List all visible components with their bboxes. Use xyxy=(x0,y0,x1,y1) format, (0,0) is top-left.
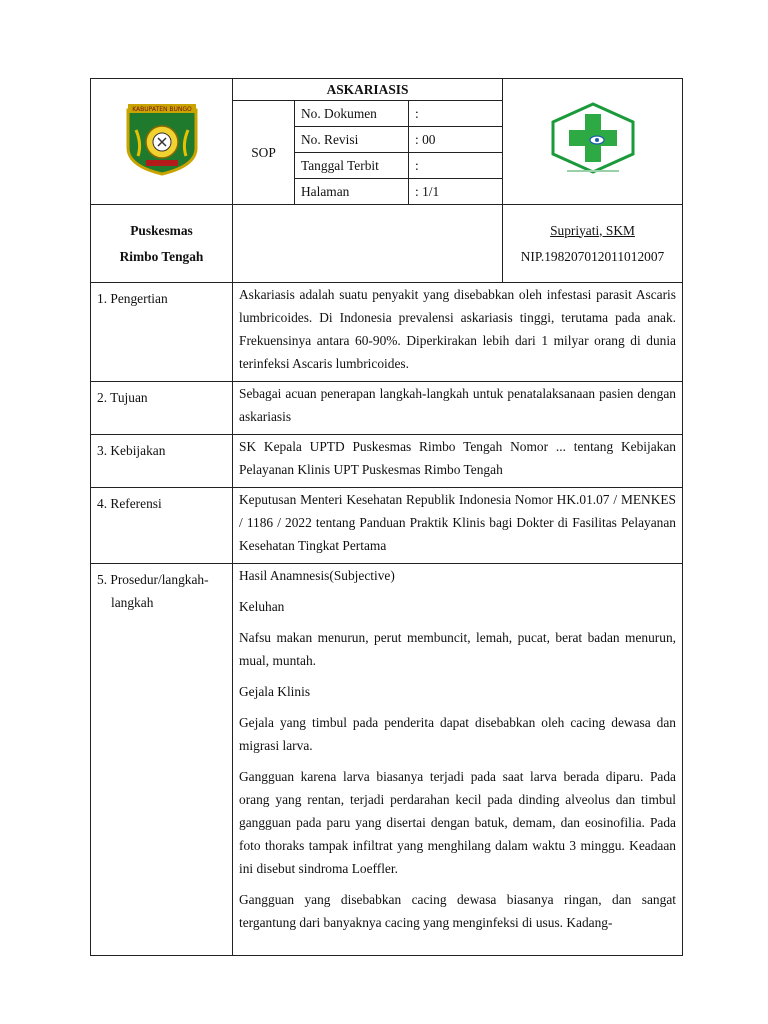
section-text-pengertian: Askariasis adalah suatu penyakit yang disebabkan oleh infestasi parasit Ascaris lumbricoides. Di Indonesia prevalensi askariasis tinggi, terutama pada anak. Frekuensinya antara 60-90%. Diperkirakan lebih dari 1 milyar orang di dunia terinfeksi Ascaris lumbricoides. xyxy=(233,283,683,382)
meta-label-halaman: Halaman xyxy=(295,179,409,205)
org-line1: Puskesmas xyxy=(130,222,193,238)
meta-value-halaman: : 1/1 xyxy=(409,179,503,205)
puskesmas-cross-logo-icon xyxy=(545,100,641,176)
section-label-prosedur: 5. Prosedur/langkah-langkah xyxy=(91,564,233,956)
meta-value-no-revisi: : 00 xyxy=(409,127,503,153)
procedure-paragraph-keluhan: Nafsu makan menurun, perut membuncit, lemah, pucat, berat badan menurun, mual, muntah. xyxy=(239,630,676,668)
organization-name xyxy=(91,205,233,283)
procedure-paragraph-gejala: Gejala yang timbul pada penderita dapat disebabkan oleh cacing dewasa dan migrasi larva. xyxy=(239,715,676,753)
section-label-kebijakan: 3. Kebijakan xyxy=(91,435,233,488)
crest-banner-text: KABUPATEN BUNGO xyxy=(131,106,192,113)
meta-value-no-dokumen: : xyxy=(409,101,503,127)
document-title: ASKARIASIS xyxy=(233,79,503,101)
section-label-pengertian: 1. Pengertian xyxy=(91,283,233,382)
puskesmas-logo-cell xyxy=(503,79,683,205)
meta-value-tanggal-terbit: : xyxy=(409,153,503,179)
section-label-tujuan: 2. Tujuan xyxy=(91,382,233,435)
signer-nip: NIP.198207012011012007 xyxy=(520,248,665,264)
sop-label: SOP xyxy=(233,101,295,205)
section-label-referensi: 4. Referensi xyxy=(91,488,233,564)
signature-space xyxy=(233,205,503,283)
sop-table xyxy=(90,78,683,956)
signer-name: Supriyati, SKM xyxy=(550,222,635,238)
procedure-subheading-keluhan: Keluhan xyxy=(239,599,285,614)
procedure-paragraph-larva: Gangguan karena larva biasanya terjadi pada saat larva berada diparu. Pada orang yang rentan, terjadi perdarahan kecil pada dinding alveolus dan timbul gangguan pada paru yang disertai dengan batuk, demam, dan eosinofilia. Pada foto thoraks tampak infiltrat yang menghilang dalam waktu 3 minggu. Keadaan ini disebut sindroma Loeffler. xyxy=(239,769,676,876)
section-text-referensi: Keputusan Menteri Kesehatan Republik Indonesia Nomor HK.01.07 / MENKES / 1186 / 2022 tentang Panduan Praktik Klinis bagi Dokter di Fasilitas Pelayanan Kesehatan Tingkat Pertama xyxy=(233,488,683,564)
procedure-heading-anamnesis: Hasil Anamnesis(Subjective) xyxy=(239,568,395,583)
signer-block xyxy=(503,205,683,283)
org-line2: Rimbo Tengah xyxy=(119,248,204,264)
section-body-prosedur xyxy=(233,564,683,956)
procedure-subheading-gejala: Gejala Klinis xyxy=(239,684,311,699)
procedure-paragraph-cacing-dewasa: Gangguan yang disebabkan cacing dewasa biasanya ringan, dan sangat tergantung dari banyaknya cacing yang menginfeksi di usus. Kadang- xyxy=(239,892,676,930)
meta-label-no-revisi: No. Revisi xyxy=(295,127,409,153)
sop-document xyxy=(90,78,682,956)
section-text-kebijakan: SK Kepala UPTD Puskesmas Rimbo Tengah Nomor ... tentang Kebijakan Pelayanan Klinis UPT Puskesmas Rimbo Tengah xyxy=(233,435,683,488)
kabupaten-bungo-crest-icon xyxy=(122,100,202,176)
meta-label-tanggal-terbit: Tanggal Terbit xyxy=(295,153,409,179)
meta-label-no-dokumen: No. Dokumen xyxy=(295,101,409,127)
regency-logo-cell xyxy=(91,79,233,205)
section-text-tujuan: Sebagai acuan penerapan langkah-langkah untuk penatalaksanaan pasien dengan askariasis xyxy=(233,382,683,435)
